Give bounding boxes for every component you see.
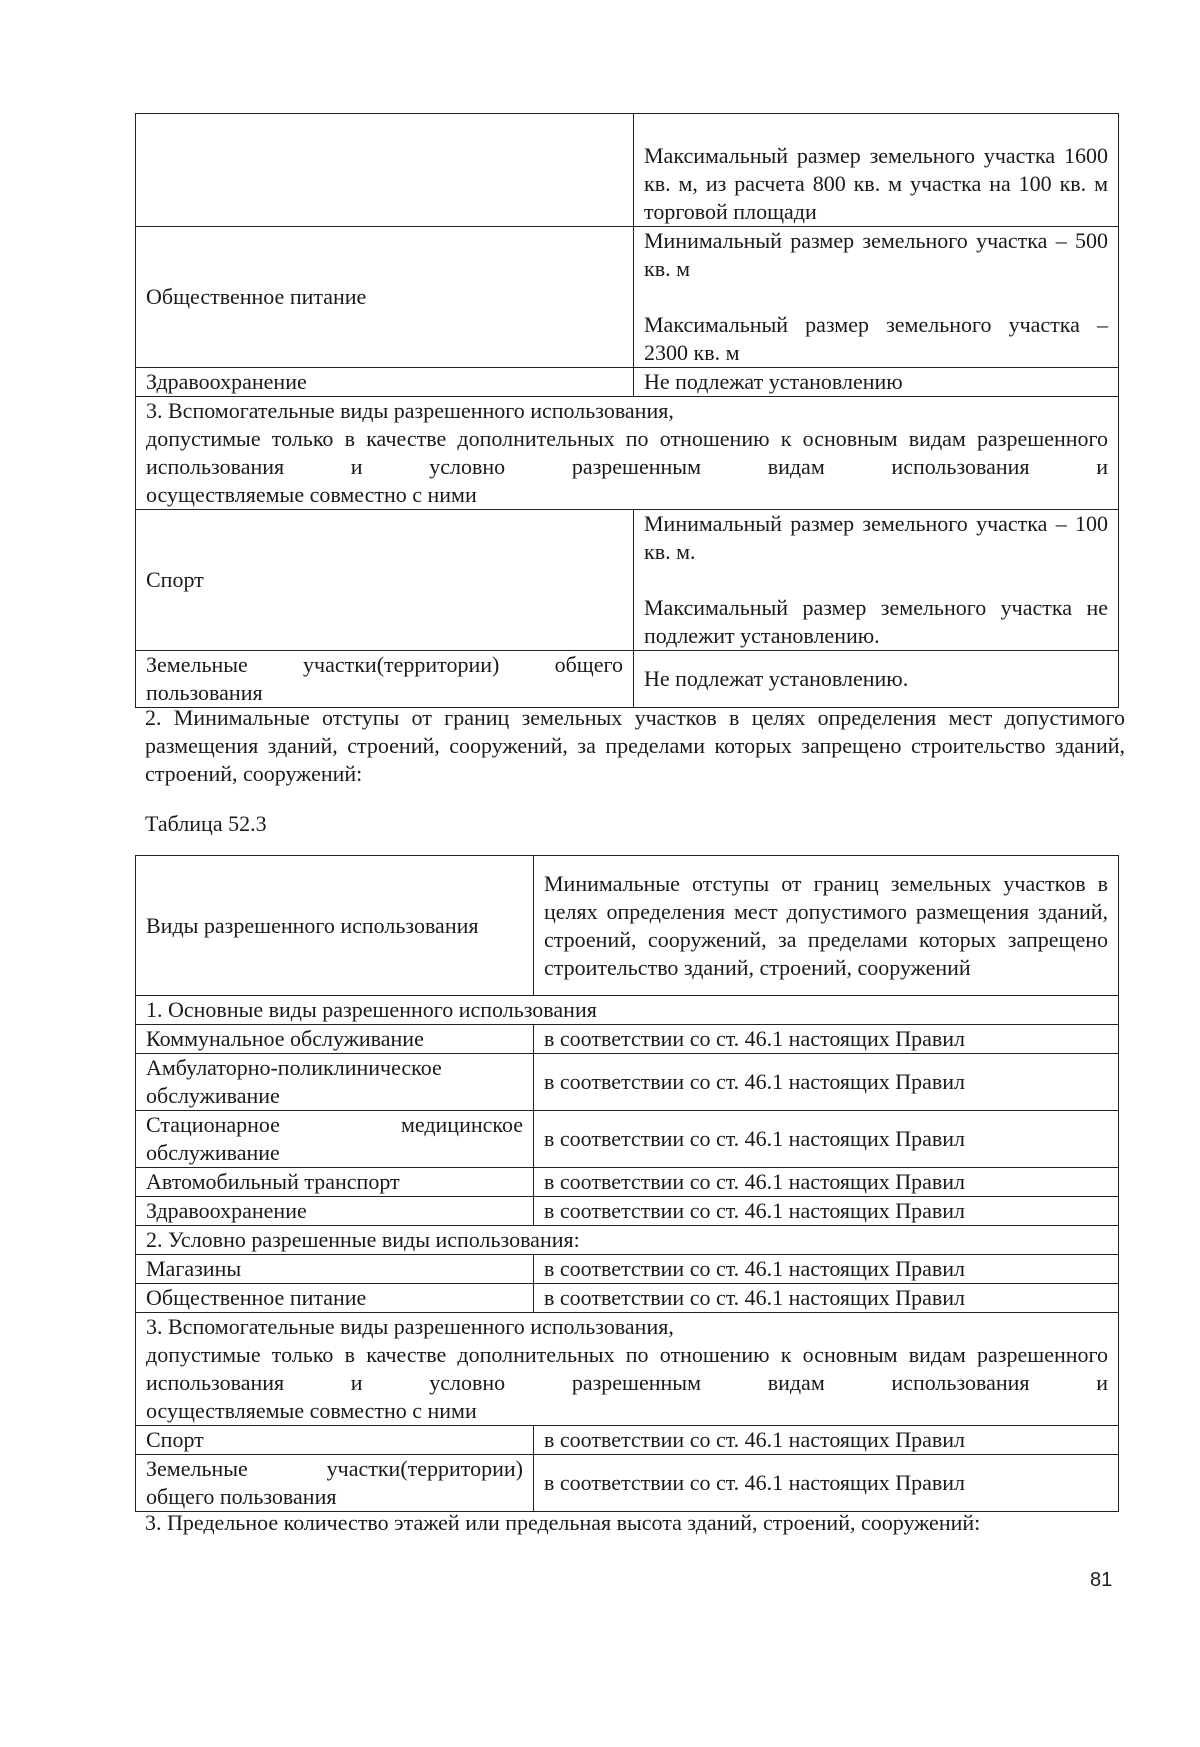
table-cell: Здравоохранение <box>136 368 634 397</box>
table-cell: Автомобильный транспорт <box>136 1168 534 1197</box>
section-text-last: осуществляемые совместно с ними <box>146 1398 477 1423</box>
table-row <box>136 1197 1119 1226</box>
paragraph-setbacks: 2. Минимальные отступы от границ земельных участков в целях определения мест допустимого размещения зданий, строений, сооружений, за пределами которых запрещено строительство зданий, строений, сооружений: <box>145 705 1125 786</box>
table-row <box>136 1284 1119 1313</box>
header-cell: Виды разрешенного использования <box>136 856 534 996</box>
table-cell: Стационарное медицинское обслуживание <box>136 1111 534 1168</box>
table-cell: в соответствии со ст. 46.1 настоящих Правил <box>534 1284 1119 1313</box>
table-cell: Коммунальное обслуживание <box>136 1025 534 1054</box>
table-section-row <box>136 397 1119 510</box>
table-cell: в соответствии со ст. 46.1 настоящих Правил <box>534 1426 1119 1455</box>
table-cell: Амбулаторно-поликлиническое обслуживание <box>136 1054 534 1111</box>
max-size-text: Максимальный размер земельного участка не подлежит установлению. <box>644 595 1108 648</box>
section-title: 3. Вспомогательные виды разрешенного использования, <box>146 1314 674 1339</box>
table-section-row <box>136 1226 1119 1255</box>
table-cell: Не подлежат установлению. <box>634 651 1119 708</box>
table-section-row <box>136 1313 1119 1426</box>
table-row <box>136 1054 1119 1111</box>
table-cell: в соответствии со ст. 46.1 настоящих Правил <box>534 1025 1119 1054</box>
table-row <box>136 510 1119 651</box>
table-cell <box>634 510 1119 651</box>
table-section-cell <box>136 397 1119 510</box>
table-cell: Спорт <box>136 1426 534 1455</box>
table-cell: в соответствии со ст. 46.1 настоящих Правил <box>534 1455 1119 1512</box>
table-section-cell: 1. Основные виды разрешенного использования <box>136 996 1119 1025</box>
table-cell <box>634 227 1119 368</box>
table-caption: Таблица 52.3 <box>145 811 267 836</box>
section-text-last: осуществляемые совместно с ними <box>146 482 477 507</box>
table-cell: Общественное питание <box>136 1284 534 1313</box>
table-row <box>136 114 1119 227</box>
table-cell: в соответствии со ст. 46.1 настоящих Правил <box>534 1255 1119 1284</box>
paragraph-floors: 3. Предельное количество этажей или предельная высота зданий, строений, сооружений: <box>145 1510 981 1535</box>
table-cell <box>136 651 634 708</box>
table-cell: Не подлежат установлению <box>634 368 1119 397</box>
table-row <box>136 651 1119 708</box>
table-header-row <box>136 856 1119 996</box>
table-row <box>136 1025 1119 1054</box>
table-section-cell: 2. Условно разрешенные виды использования: <box>136 1226 1119 1255</box>
max-size-text: Максимальный размер земельного участка – 2300 кв. м <box>644 312 1108 365</box>
table-row <box>136 1111 1119 1168</box>
table-cell: в соответствии со ст. 46.1 настоящих Правил <box>534 1197 1119 1226</box>
permitted-use-size-table <box>135 113 1119 708</box>
table-cell: Спорт <box>136 510 634 651</box>
table-cell: Максимальный размер земельного участка 1600 кв. м, из расчета 800 кв. м участка на 100 кв. м торговой площади <box>634 114 1119 227</box>
table-section-cell <box>136 1313 1119 1426</box>
min-size-text: Минимальный размер земельного участка – 100 кв. м. <box>644 511 1108 564</box>
table-row <box>136 1426 1119 1455</box>
min-size-text: Минимальный размер земельного участка – 500 кв. м <box>644 228 1108 281</box>
table-section-row <box>136 996 1119 1025</box>
table-row <box>136 368 1119 397</box>
table-cell: Земельные участки(территории) общего пользования <box>136 1455 534 1512</box>
table-cell: Здравоохранение <box>136 1197 534 1226</box>
table-cell <box>136 114 634 227</box>
cell-line: пользования <box>146 680 263 705</box>
table-cell: Общественное питание <box>136 227 634 368</box>
table-row <box>136 1168 1119 1197</box>
table-row <box>136 227 1119 368</box>
page-number: 81 <box>1090 1569 1113 1591</box>
table-cell: в соответствии со ст. 46.1 настоящих Правил <box>534 1168 1119 1197</box>
table-cell: Магазины <box>136 1255 534 1284</box>
cell-line: Земельные участки(территории) общего <box>146 652 623 677</box>
section-title: 3. Вспомогательные виды разрешенного использования, <box>146 398 674 423</box>
header-cell: Минимальные отступы от границ земельных участков в целях определения мест допустимого размещения зданий, строений, сооружений, за пределами которых запрещено строительство зданий, строений, сооружений <box>534 856 1119 996</box>
setbacks-table <box>135 855 1119 1512</box>
table-row <box>136 1455 1119 1512</box>
table-cell: в соответствии со ст. 46.1 настоящих Правил <box>534 1111 1119 1168</box>
section-text: допустимые только в качестве дополнительных по отношению к основным видам разрешенного использования и условно разрешенным видам использования и <box>146 426 1108 479</box>
table-cell: в соответствии со ст. 46.1 настоящих Правил <box>534 1054 1119 1111</box>
section-text: допустимые только в качестве дополнительных по отношению к основным видам разрешенного использования и условно разрешенным видам использования и <box>146 1342 1108 1395</box>
table-row <box>136 1255 1119 1284</box>
